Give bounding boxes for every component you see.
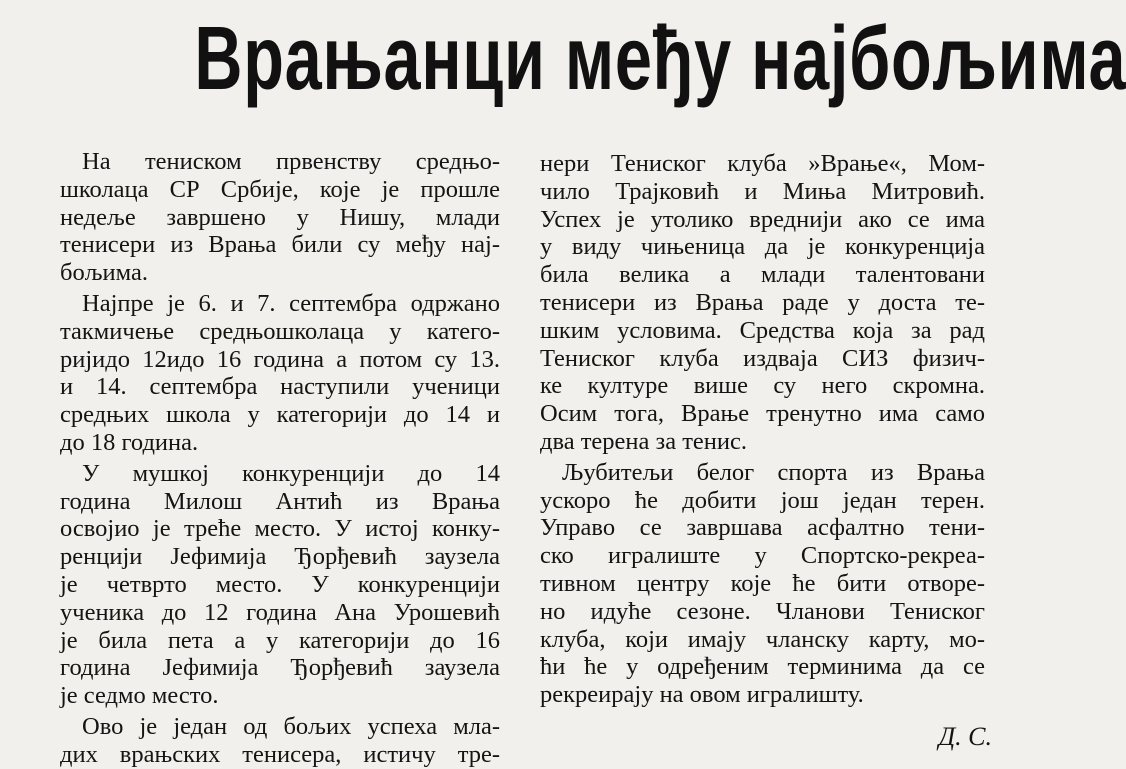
author-signature: Д. С. xyxy=(938,722,992,751)
text-line: бољима. xyxy=(60,259,148,287)
text-line: је седмо место. xyxy=(60,682,219,710)
text-line: тивном центру које ће бити отворе- xyxy=(540,569,985,597)
text-line: и 14. септембра наступили ученици xyxy=(60,373,500,401)
paragraph xyxy=(540,459,985,709)
text-line: средњих школа у категорији до 14 и xyxy=(60,401,500,429)
text-line: Љубитељи белог спорта из Врања xyxy=(562,458,985,486)
text-line: Најпре је 6. и 7. септембра одржано xyxy=(82,289,500,317)
text-line: школаца СР Србије, које је прошле xyxy=(60,175,500,203)
text-line: но идуће сезоне. Чланови Тениског xyxy=(540,597,985,625)
text-line: клуба, који имају чланску карту, мо- xyxy=(540,625,985,653)
text-line: у виду чињеница да је конкуренција xyxy=(540,233,985,261)
text-line: до 18 година. xyxy=(60,428,199,456)
text-line: је четврто место. У конкуренцији xyxy=(60,570,500,598)
text-line: Осим тога, Врање тренутно има само xyxy=(540,400,985,428)
text-line: тенисери из Врања били су међу нај- xyxy=(60,231,500,259)
text-line: Управо се завршава асфалтно тени- xyxy=(540,514,985,542)
paragraph xyxy=(60,713,500,769)
headline: Врањанци међу најбољима xyxy=(194,9,1126,109)
text-line: такмичење средњошколаца у катего- xyxy=(60,317,500,345)
text-line: била велика а млади талентовани xyxy=(540,261,985,289)
text-line: Тениског клуба издваја СИЗ физич- xyxy=(540,344,985,372)
text-line: рекреирају на овом игралишту. xyxy=(540,681,864,709)
text-line: шким условима. Средства која за рад xyxy=(540,316,985,344)
text-line: ско игралиште у Спортско-рекреа- xyxy=(540,542,985,570)
text-line: ћи ће у одређеним терминима да се xyxy=(540,653,985,681)
text-line: На тениском првенству средњо- xyxy=(82,148,500,175)
text-line: је била пета а у категорији до 16 xyxy=(60,626,500,654)
article-column-right xyxy=(540,150,985,709)
text-line: недеље завршено у Нишу, млади xyxy=(60,203,500,231)
paragraph xyxy=(60,148,500,287)
paragraph xyxy=(60,290,500,457)
text-line: два терена за тенис. xyxy=(540,427,748,455)
text-line: тенисери из Врања раде у доста те- xyxy=(540,288,985,316)
text-line: Ово је један од бољих успеха мла- xyxy=(82,712,500,740)
paragraph xyxy=(540,150,985,456)
text-line: чило Трајковић и Миња Митровић. xyxy=(540,177,985,205)
text-line: година Јефимија Ђорђевић заузела xyxy=(60,654,500,682)
article-column-left xyxy=(60,148,500,769)
text-line: ке културе више су него скромна. xyxy=(540,372,985,400)
text-line: ускоро ће добити још један терен. xyxy=(540,486,985,514)
text-line: ученика до 12 година Ана Урошевић xyxy=(60,598,500,626)
text-line: Успех је утолико вреднији ако се има xyxy=(540,205,985,233)
text-line: ренцији Јефимија Ђорђевић заузела xyxy=(60,543,500,571)
text-line: ријидо 12идо 16 година а потом су 13. xyxy=(60,345,500,373)
text-line: У мушкој конкуренцији до 14 xyxy=(82,459,500,487)
paragraph xyxy=(60,460,500,710)
text-line: освојио је треће место. У истој конку- xyxy=(60,515,500,543)
text-line: дих врањских тенисера, истичу тре- xyxy=(60,740,500,768)
text-line: нери Тениског клуба »Врање«, Мом- xyxy=(540,150,985,177)
text-line: година Милош Антић из Врања xyxy=(60,487,500,515)
